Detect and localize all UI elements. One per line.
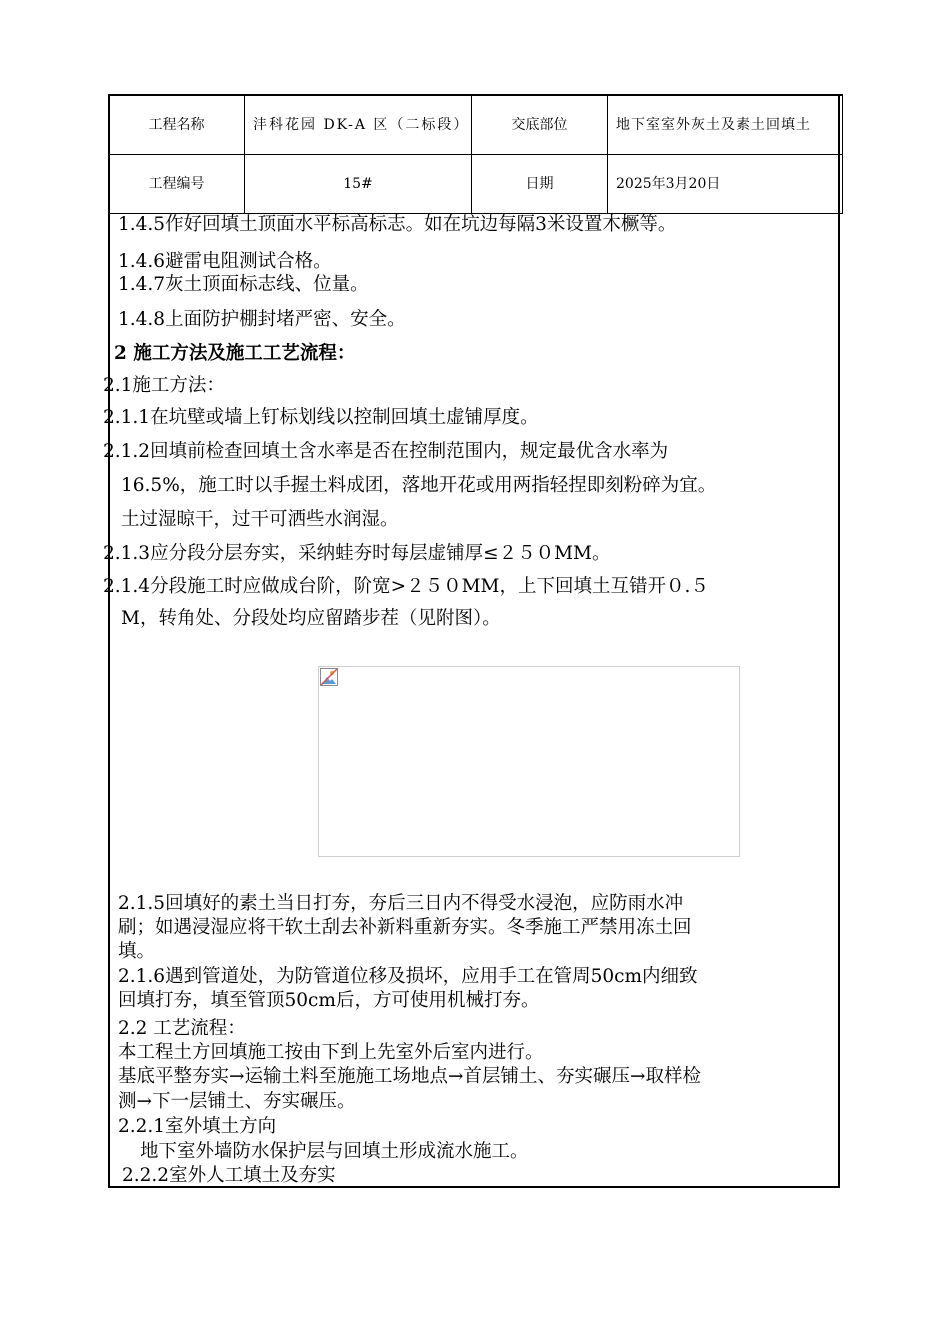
project-name-value: 沣科花园 DK-A 区（二标段） bbox=[245, 95, 472, 155]
item-2-2: 2.2 工艺流程： bbox=[118, 1018, 246, 1039]
process-flow-line2: 测→下一层铺土、夯实碾压。 bbox=[118, 1091, 356, 1112]
item-2-1-2-line2: 16.5%，施工时以手握土料成团，落地开花或用两指轻捏即刻粉碎为宜。 bbox=[121, 475, 717, 496]
item-2-1-5-line1: 2.1.5回填好的素土当日打夯，夯后三日内不得受水浸泡，应防雨水冲 bbox=[118, 893, 684, 914]
item-2-2-1: 2.2.1室外填土方向 bbox=[118, 1116, 277, 1137]
item-1-4-7: 1.4.7灰土顶面标志线、位量。 bbox=[118, 274, 369, 295]
item-2-1-5-line2: 刷；如遇浸湿应将干软土刮去补新料重新夯实。冬季施工严禁用冻土回 bbox=[118, 917, 692, 938]
item-2-1: 2.1施工方法： bbox=[103, 375, 225, 396]
item-2-2-1-text: 地下室外墙防水保护层与回填土形成流水施工。 bbox=[140, 1141, 529, 1162]
broken-image-icon bbox=[320, 668, 338, 686]
item-2-2-intro: 本工程土方回填施工按由下到上先室外后室内进行。 bbox=[118, 1042, 544, 1063]
process-flow-line1: 基底平整夯实→运输土料至施施工场地点→首层铺土、夯实碾压→取样检 bbox=[118, 1066, 702, 1087]
item-1-4-5: 1.4.5作好回填土顶面水平标高标志。如在坑边每隔3米设置木橛等。 bbox=[118, 214, 677, 235]
location-value: 地下室室外灰土及素土回填土 bbox=[608, 95, 843, 155]
location-label: 交底部位 bbox=[472, 95, 608, 155]
item-2-1-2-line3: 土过湿晾干，过干可洒些水润湿。 bbox=[121, 509, 399, 530]
project-name-label: 工程名称 bbox=[109, 95, 245, 155]
attached-figure-placeholder bbox=[318, 666, 740, 857]
header-table bbox=[108, 94, 843, 214]
item-2-1-1: 2.1.1在坑壁或墙上钉标划线以控制回填土虚铺厚度。 bbox=[103, 407, 539, 428]
section-2-heading: 2 施工方法及施工工艺流程： bbox=[114, 343, 356, 364]
item-2-1-2-line1: 2.1.2回填前检查回填土含水率是否在控制范围内，规定最优含水率为 bbox=[103, 441, 669, 462]
item-2-1-3: 2.1.3应分段分层夯实，采纳蛙夯时每层虚铺厚≤２５０MM。 bbox=[103, 543, 611, 564]
item-2-2-2: 2.2.2室外人工填土及夯实 bbox=[122, 1165, 336, 1186]
project-no-value: 15# bbox=[245, 155, 472, 214]
date-label: 日期 bbox=[472, 155, 608, 214]
item-1-4-8: 1.4.8上面防护棚封堵严密、安全。 bbox=[118, 309, 406, 330]
item-2-1-6-line2: 回填打夯，填至管顶50cm后，方可使用机械打夯。 bbox=[118, 990, 540, 1011]
item-2-1-4-line1: 2.1.4分段施工时应做成台阶，阶宽>２５０MM，上下回填土互错开０.５ bbox=[103, 576, 709, 597]
item-2-1-5-line3: 填。 bbox=[118, 941, 156, 962]
item-2-1-6-line1: 2.1.6遇到管道处，为防管道位移及损坏，应用手工在管周50cm内细致 bbox=[118, 966, 698, 987]
item-2-1-4-line2: M，转角处、分段处均应留踏步茬（见附图）。 bbox=[121, 608, 501, 629]
date-value: 2025年3月20日 bbox=[608, 155, 843, 214]
item-1-4-6: 1.4.6避雷电阻测试合格。 bbox=[118, 251, 332, 272]
project-no-label: 工程编号 bbox=[109, 155, 245, 214]
